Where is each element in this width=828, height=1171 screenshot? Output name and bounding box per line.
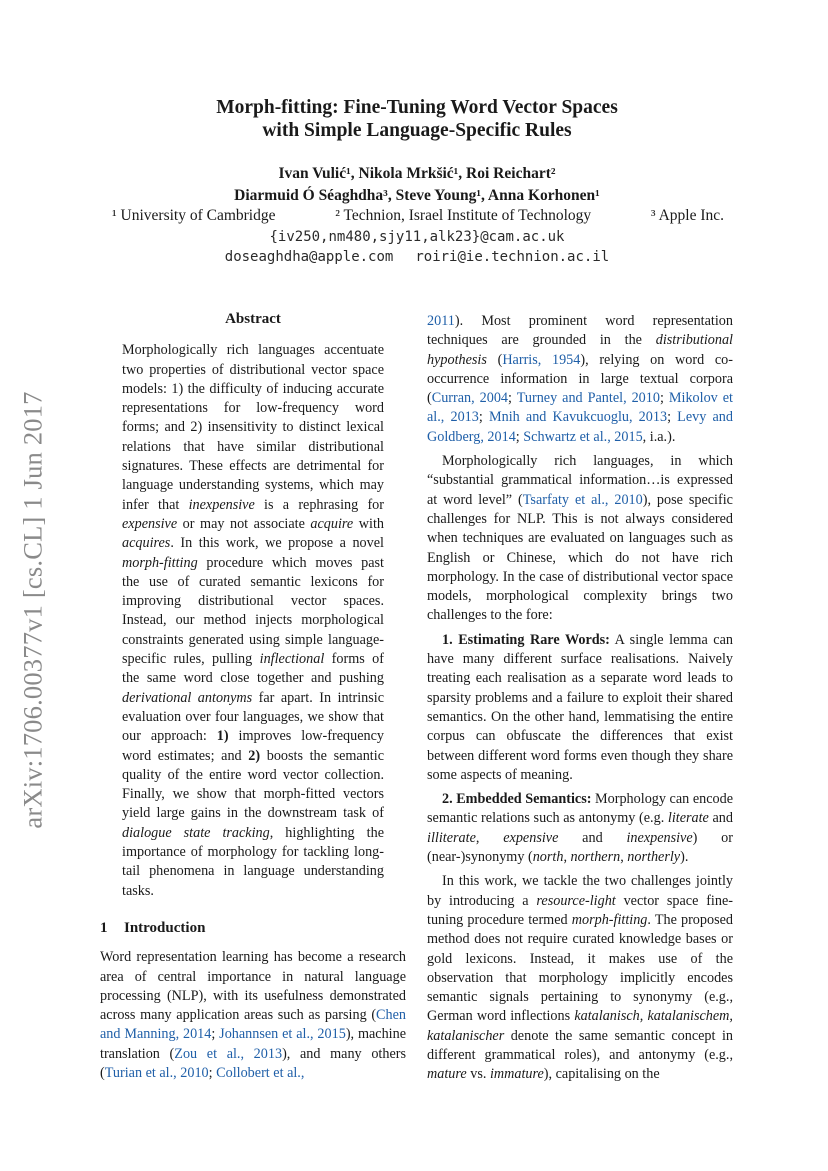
citation-link[interactable]: Mikolov et al., 2013	[427, 390, 733, 426]
citation-link[interactable]: Zou et al., 2013	[174, 1045, 283, 1062]
affiliation-apple: ³ Apple Inc.	[650, 207, 724, 224]
intro-paragraph-2: Morphologically rich languages, in which “substantial grammatical information…is expressed at word level” (Tsarfaty et al., 2010), pose specific challenges for NLP. This is not always considered when techniques are evaluated on languages such as English or Chinese, which do not have rich morphology. In the case of distributional vector space models, morphological complexity brings two challenges to the fore:	[427, 453, 733, 624]
intro-paragraph-1-continued: 2011). Most prominent word representation techniques are grounded in the distributional hypothesis (Harris, 1954), relying on word co-occurrence information in large textual corpora (Curran, 2004; Turney and Pantel, 2010; Mikolov et al., 2013; Mnih and Kavukcuoglu, 2013; Levy and Goldberg, 2014; Schwartz et al., 2015, i.a.).	[427, 313, 733, 445]
email-addresses	[100, 227, 734, 267]
authors-line-1: Ivan Vulić¹, Nikola Mrkšić¹, Roi Reichart²	[278, 165, 556, 182]
section-heading-introduction	[100, 919, 406, 938]
right-column	[427, 312, 733, 1090]
affiliation-technion: ² Technion, Israel Institute of Technology	[335, 207, 592, 224]
citation-link[interactable]: Schwartz et al., 2015	[523, 428, 643, 445]
left-column	[100, 310, 406, 1083]
email-line-2	[100, 247, 734, 267]
title-line-2: with Simple Language-Specific Rules	[262, 120, 572, 141]
arxiv-identifier-text: arXiv:1706.00377v1 [cs.CL] 1 Jun 2017	[17, 391, 48, 829]
arxiv-identifier	[8, 375, 58, 845]
citation-link[interactable]: Tsarfaty et al., 2010	[522, 491, 643, 508]
affiliations	[112, 206, 724, 226]
affiliation-cambridge: ¹ University of Cambridge	[112, 207, 276, 224]
citation-link[interactable]: Johannsen et al., 2015	[219, 1026, 346, 1043]
section-number: 1	[100, 919, 108, 936]
email-apple: doseaghdha@apple.com	[224, 249, 394, 265]
author-list	[100, 163, 734, 207]
intro-paragraph-1: Word representation learning has become a research area of central importance in natural language processing (NLP), with its usefulness demonstrated across many application areas such as parsing (Chen and Manning, 2014; Johannsen et al., 2015), machine translation (Zou et al., 2013), and many others (Turian et al., 2010; Collobert et al.,	[100, 949, 406, 1081]
citation-link[interactable]: Levy and Goldberg, 2014	[427, 409, 733, 445]
abstract-paragraph: Morphologically rich languages accentuate two properties of distributional vector space models: 1) the difficulty of inducing accurate representations for low-frequency word forms; and 2) insensitivity to distinct lexical relations that have similar distributional signatures. These effects are detrimental for language understanding systems, which may infer that inexpensive is a rephrasing for expensive or may not associate acquire with acquires. In this work, we propose a novel morph-fitting procedure which moves past the use of curated semantic lexicons for improving distributional vector spaces. Instead, our method injects morphological constraints generated using simple language-specific rules, pulling inflectional forms of the same word close together and pushing derivational antonyms far apart. In intrinsic evaluation over four languages, we show that our approach: 1) improves low-frequency word estimates; and 2) boosts the semantic quality of the entire word vector collection. Finally, we show that morph-fitted vectors yield large gains in the downstream task of dialogue state tracking, highlighting the importance of morphology for tackling long-tail phenomena in language understanding tasks.	[122, 342, 385, 899]
email-technion: roiri@ie.technion.ac.il	[415, 249, 610, 265]
citation-link[interactable]: Mnih and Kavukcuoglu, 2013	[488, 409, 668, 426]
section-title: Introduction	[124, 919, 206, 936]
abstract-body	[100, 341, 406, 901]
authors-line-2: Diarmuid Ó Séaghdha³, Steve Young¹, Anna Korhonen¹	[234, 187, 600, 204]
email-line-1: {iv250,nm480,sjy11,alk23}@cam.ac.uk	[269, 229, 565, 245]
citation-link[interactable]: Collobert et al.,	[216, 1064, 305, 1081]
citation-link[interactable]: Turian et al., 2010	[104, 1064, 209, 1081]
intro-paragraph-rare-words: 1. Estimating Rare Words: A single lemma can have many different surface realisations. Naively treating each realisation as a separate word leads to sparsity problems and a failure to exploit their shared semantics. On the other hand, lemmatising the entire corpus can obfuscate the differences that exist between different word forms even though they share some aspects of meaning.	[427, 631, 733, 783]
title-line-1: Morph-fitting: Fine-Tuning Word Vector Spaces	[216, 97, 618, 118]
intro-paragraph-contribution: In this work, we tackle the two challenges jointly by introducing a resource-light vector space fine-tuning procedure termed morph-fitting. The proposed method does not require curated knowledge bases or gold lexicons. Instead, it makes use of the observation that morphology implicitly encodes semantic signals pertaining to synonymy (e.g., German word inflections katalanisch, katalanischem, katalanischer denote the same semantic concept in different grammatical roles), and antonymy (e.g., mature vs. immature), capitalising on the	[427, 873, 734, 1083]
citation-link[interactable]: Harris, 1954	[502, 351, 581, 368]
citation-link[interactable]: Turney and Pantel, 2010	[516, 390, 660, 407]
paper-title	[100, 96, 734, 142]
citation-link[interactable]: Chen and Manning, 2014	[100, 1007, 406, 1043]
citation-link[interactable]: Curran, 2004	[431, 390, 509, 407]
citation-link[interactable]: 2011	[427, 313, 455, 329]
abstract-heading: Abstract	[225, 311, 281, 327]
intro-paragraph-embedded-semantics: 2. Embedded Semantics: Morphology can encode semantic relations such as antonymy (e.g. literate and illiterate, expensive and inexpensive) or (near-)synonymy (north, northern, northerly).	[427, 791, 734, 866]
